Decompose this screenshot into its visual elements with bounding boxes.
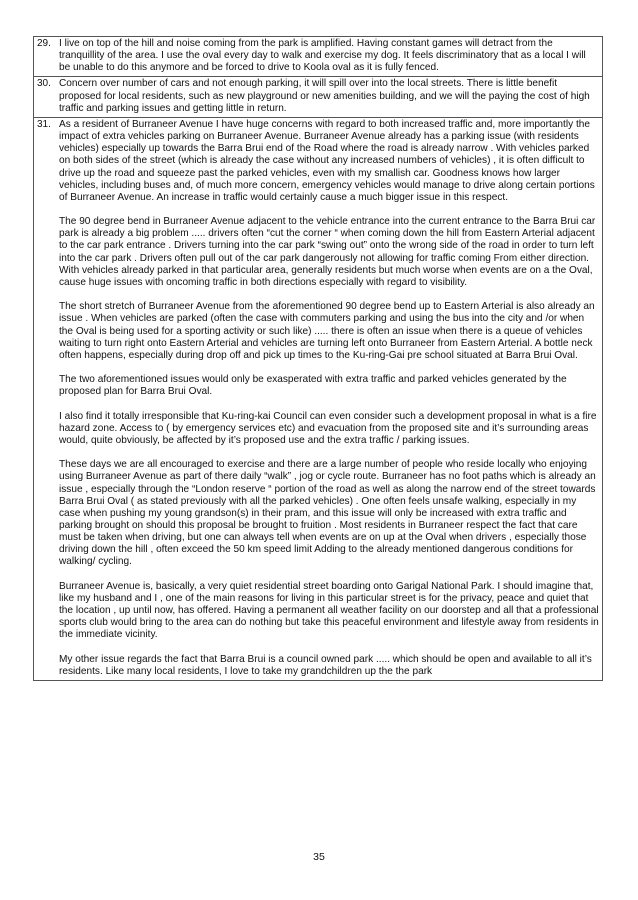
entry-paragraph: I also find it totally irresponsible that Ku-ring-kai Council can even consider such a development proposal in what is a fire hazard zone. Access to ( by emergency services etc) and evacuation from the proposed site and it’s surrounding areas would, quite obviously, be affected by it’s proposed use and the extra traffic / parking issues. [59, 410, 597, 446]
page-number: 35 [313, 851, 325, 863]
entry-body [59, 78, 599, 114]
entry-cell [34, 37, 603, 77]
entry-paragraph: As a resident of Burraneer Avenue I have huge concerns with regard to both increased traffic and, more importantly the impact of extra vehicles parking on Burraneer Avenue. Burraneer Avenue already has a parking issue (with residents vehicles) especially up towards the Barra Brui end of the Road where the road is already narrow . With vehicles parked on both sides of the street (which is already the case without any increased numbers of vehicles) , it is often difficult to drive up the road and squeeze past the parked vehicles, even with my smallish car. Goodness knows how larger vehicles, including buses and, of much more concern, emergency vehicles would manage to drive along certain portions of Burraneer Avenue. An increase in traffic would certainly cause a much bigger issue in this respect. [59, 118, 595, 203]
entry-number: 29. [37, 38, 51, 49]
entry-paragraph: Burraneer Avenue is, basically, a very quiet residential street boarding onto Garigal National Park. I should imagine that, like my husband and I , one of the main reasons for living in this particular street is for the privacy, peace and quiet that the location , up until now, has offered. Having a permanent all weather facility on our doorstep and all that a professional sports club would bring to the area can do nothing but take this peaceful environment and lifestyle away from residents in the immediate vicinity. [59, 580, 599, 641]
table-row [34, 117, 603, 680]
entry-paragraph: The 90 degree bend in Burraneer Avenue adjacent to the vehicle entrance into the current entrance to the Barra Brui car park is already a big problem ..... drivers often “cut the corner “ when coming down the hill from Eastern Arterial adjacent to the car park entrance . Drivers turning into the car park “swing out” onto the wrong side of the road in order to turn left into the car park . Drivers often pull out of the car park dangerously not allowing for traffic coming From either direction. With vehicles already parked in that particular area, generally residents but much worse when events are on a the Oval, cause huge issues with oncoming traffic in both directions especially with regard to visibility. [59, 216, 596, 288]
entry-paragraph: The two aforementioned issues would only be exasperated with extra traffic and parked vehicles generated by the proposed plan for Barra Brui Oval. [59, 374, 567, 398]
entry-paragraph: Concern over number of cars and not enough parking, it will spill over into the local streets. There is little benefit proposed for local residents, such as new playground or new amenities building, and we will the paying the cost of high traffic and parking issues and getting little in return. [59, 78, 590, 114]
entry-paragraph: The short stretch of Burraneer Avenue from the aforementioned 90 degree bend up to Eastern Arterial is also already an issue . When vehicles are parked (often the case with commuters parking and using the bus into the city and /or when the Oval is being used for a sporting activity or such like) ..... there is often an issue when there is a queue of vehicles waiting to turn right onto Eastern Arterial and vehicles are turning left onto Burraneer from Eastern Arterial. A bottle neck often happens, especially during drop off and pick up times to the Ku-ring-Gai pre school situated at Barra Brui Oval. [59, 301, 595, 361]
table-row [34, 77, 603, 117]
entry-paragraph: These days we are all encouraged to exercise and there are a large number of people who reside locally who enjoying using Burraneer Avenue as part of there daily “walk” , jog or cycle route. Burraneer has no foot paths which is already an issue , especially through the “London reserve “ portion of the road as well as along the narrow end of the street towards Barra Brui Oval ( as stated previously with all the parked vehicles) . One often feels unsafe walking, especially in my case when pushing my young grandson(s) in their pram, and this issue will only be increased with extra traffic and parking brought on should this proposal be brought to fruition . Most residents in Burraneer respect the fact that care must be taken when driving, but one can always tell when events are on up at the Oval when drivers , especially those driving down the hill , often exceed the 50 km speed limit Adding to the already mentioned dangerous conditions for walking/ cycling. [59, 459, 596, 568]
entry-paragraph: I live on top of the hill and noise coming from the park is amplified. Having constant games will detract from the tranquillity of the area. I use the oval every day to walk and exercise my dog. It feels discriminatory that as a local I will be unable to do this anymore and be forced to drive to Koola oval as it is fully fenced. [59, 38, 586, 74]
entry-cell [34, 117, 603, 680]
entry-body [59, 119, 599, 678]
entry-number: 30. [37, 78, 51, 90]
table-row [34, 37, 603, 77]
entry-body [59, 38, 599, 74]
entry-cell [34, 77, 603, 117]
entry-number: 31. [37, 118, 51, 130]
entry-paragraph: My other issue regards the fact that Barra Brui is a council owned park ..... which should be open and available to all it’s residents. Like many local residents, I love to take my grandchildren up the the park [59, 653, 592, 677]
submissions-table [33, 36, 603, 681]
